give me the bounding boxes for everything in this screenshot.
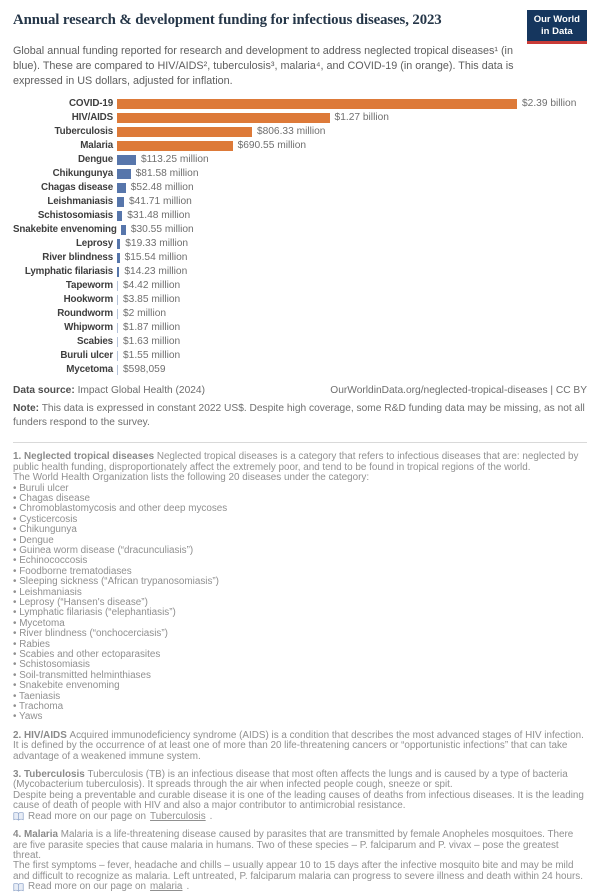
- book-icon: [13, 883, 24, 892]
- bar: [117, 267, 119, 277]
- chart-subtitle: Global annual funding reported for research and development to address neglected tropical diseases¹ (in blue). These are compared to HIV/AIDS², tuberculosis³, malaria⁴, and COVID-19 (in orange). This data is expressed in US dollars, adjusted for inflation.: [13, 44, 514, 88]
- bar-value-label: $690.55 million: [237, 140, 307, 152]
- logo-line-1: Our World: [533, 14, 580, 25]
- bar-value-label: $4.42 million: [123, 280, 181, 292]
- bar: [117, 281, 118, 291]
- bar: [117, 253, 120, 263]
- bar-value-label: $41.71 million: [128, 196, 192, 208]
- bar-value-label: $1.63 million: [123, 336, 181, 348]
- bar-row: [13, 349, 587, 363]
- bar-label: Snakebite envenoming: [13, 224, 117, 236]
- bar-label: HIV/AIDS: [71, 112, 113, 124]
- bar-value-label: $30.55 million: [130, 224, 194, 236]
- read-more-line: [13, 882, 587, 892]
- footnote-bullet: • Trachoma: [13, 702, 587, 712]
- footnote-bullet: • Cysticercosis: [13, 515, 587, 525]
- bar-label: Malaria: [80, 140, 113, 152]
- bar-row: [13, 251, 587, 265]
- bar: [117, 197, 124, 207]
- footnote-text: Despite being a preventable and curable disease it is one of the leading causes of deaths from infectious diseases. It is the leading cause of death of people with HIV and also a major contributor to antimicrobial resistance.: [13, 789, 584, 812]
- bar-value-label: $598,059: [123, 364, 166, 376]
- bar-row: [13, 293, 587, 307]
- read-more-prefix: Read more on our page on: [28, 810, 147, 822]
- bar: [117, 323, 118, 333]
- chart-note: [13, 402, 587, 431]
- footnote: [13, 830, 587, 892]
- footnote-bullet: • Yaws: [13, 712, 587, 722]
- footnotes: [13, 452, 587, 892]
- footnote-bullet: • Chagas disease: [13, 494, 587, 504]
- bar-value-label: $806.33 million: [256, 126, 326, 138]
- bar-row: [13, 181, 587, 195]
- bar-value-label: $1.55 million: [123, 350, 181, 362]
- footnote-bullet: • Lymphatic filariasis (“elephantiasis”): [13, 608, 587, 618]
- footnote-bullet: • Sleeping sickness (“African trypanosomiasis”): [13, 577, 587, 587]
- bar-value-label: $31.48 million: [127, 210, 191, 222]
- footnote-text: 2. HIV/AIDS Acquired immunodeficiency syndrome (AIDS) is a condition that describes the most advanced stages of HIV infection. It is defined by the occurrence of at least one of more than 20 life-threatening cancers or “opportunistic infections” that can take advantage of a weakened immune system.: [13, 729, 584, 762]
- bar-value-label: $81.58 million: [135, 168, 199, 180]
- owid-logo: [527, 10, 587, 44]
- footnote-bullet: • Snakebite envenoming: [13, 681, 587, 691]
- footnote-bullet: • Dengue: [13, 536, 587, 546]
- bar: [117, 169, 131, 179]
- bar-value-label: $2.39 billion: [522, 98, 577, 110]
- footnote-bullet: • Leishmaniasis: [13, 588, 587, 598]
- bar-label: Hookworm: [63, 294, 113, 306]
- bar-row: [13, 125, 587, 139]
- owid-url-link[interactable]: OurWorldinData.org/neglected-tropical-diseases | CC BY: [330, 384, 587, 396]
- bar-value-label: $1.27 billion: [334, 112, 389, 124]
- footnote: [13, 452, 587, 723]
- bar-row: [13, 279, 587, 293]
- bar-label: Roundworm: [57, 308, 113, 320]
- footnote-bullet: • Rabies: [13, 640, 587, 650]
- footnote-bullet: • Echinococcosis: [13, 556, 587, 566]
- footnote-bullet: • Buruli ulcer: [13, 484, 587, 494]
- footnote-lead: 4. Malaria: [13, 829, 61, 841]
- bar-label: Leishmaniasis: [47, 196, 113, 208]
- footnote-bullet: • River blindness (“onchocerciasis”): [13, 629, 587, 639]
- note-text: This data is expressed in constant 2022 US$. Despite high coverage, some R&D funding data may be missing, as not all funders respond to the survey.: [13, 402, 585, 429]
- bar-row: [13, 209, 587, 223]
- bar-label: Buruli ulcer: [60, 350, 113, 362]
- footnote-bullet: • Mycetoma: [13, 619, 587, 629]
- bar-label: Tapeworm: [65, 280, 113, 292]
- bar: [117, 99, 517, 109]
- footnote-text: 3. Tuberculosis Tuberculosis (TB) is an infectious disease that most often affects the lungs and is caused by a type of bacteria (Mycobacterium tuberculosis). It spreads through the air when infected people cough, sneeze or spit.: [13, 769, 568, 791]
- bar-label: Dengue: [77, 154, 113, 166]
- data-source-value: Impact Global Health (2024): [77, 384, 205, 396]
- footnote-bullet: • Schistosomiasis: [13, 660, 587, 670]
- footnote-text: 4. Malaria Malaria is a life-threatening disease caused by parasites that are transmitted by female Anopheles mosquitoes. There are five parasite species that cause malaria in humans. Two of these species – P. falciparum and P. vivax – pose the greatest threat.: [13, 829, 574, 861]
- bar-label: Tuberculosis: [54, 126, 113, 138]
- bar-chart: [13, 97, 587, 377]
- footnote-bullet: • Soil-transmitted helminthiases: [13, 671, 587, 681]
- footnote-bullet: • Taeniasis: [13, 692, 587, 702]
- note-label: Note:: [13, 402, 40, 414]
- bar-row: [13, 195, 587, 209]
- read-more-link[interactable]: Tuberculosis: [150, 810, 206, 822]
- bar-value-label: $14.23 million: [124, 266, 188, 278]
- data-source: [13, 385, 205, 396]
- bar: [117, 309, 118, 319]
- bar: [117, 183, 126, 193]
- bar-label: COVID-19: [69, 98, 113, 110]
- bar-value-label: $19.33 million: [125, 238, 189, 250]
- bar-row: [13, 265, 587, 279]
- bar-row: [13, 223, 587, 237]
- bar-label: Lymphatic filariasis: [24, 266, 113, 278]
- bar: [117, 337, 118, 347]
- read-more-prefix: Read more on our page on: [28, 881, 147, 893]
- bar-row: [13, 363, 587, 377]
- bar-value-label: $3.85 million: [123, 294, 181, 306]
- bar-row: [13, 307, 587, 321]
- read-more-link[interactable]: malaria: [150, 881, 183, 893]
- footnote-bullet: • Foodborne trematodiases: [13, 567, 587, 577]
- bar-value-label: $1.87 million: [123, 322, 181, 334]
- footnote-bullet: • Guinea worm disease (“dracunculiasis”): [13, 546, 587, 556]
- chart-header: [13, 10, 587, 90]
- bar-row: [13, 139, 587, 153]
- bar-value-label: $52.48 million: [130, 182, 194, 194]
- bar: [117, 295, 118, 305]
- footnote: [13, 731, 587, 762]
- bar: [117, 351, 118, 361]
- bar-value-label: $15.54 million: [124, 252, 188, 264]
- bar-label: Chikungunya: [52, 168, 113, 180]
- bar: [117, 113, 330, 123]
- footnote-bullet: • Chikungunya: [13, 525, 587, 535]
- bar: [117, 127, 252, 137]
- bar-row: [13, 97, 587, 111]
- bar-label: River blindness: [42, 252, 113, 264]
- footnote-lead: 1. Neglected tropical diseases: [13, 451, 157, 463]
- data-source-label: Data source:: [13, 384, 75, 396]
- bar-label: Mycetoma: [66, 364, 113, 376]
- bar-row: [13, 321, 587, 335]
- bar: [117, 155, 136, 165]
- bar-value-label: $2 million: [123, 308, 167, 320]
- bar: [117, 211, 122, 221]
- read-more-suffix: .: [186, 881, 190, 893]
- bar-row: [13, 335, 587, 349]
- footnote-text: 1. Neglected tropical diseases Neglected tropical diseases is a category that refers to infectious diseases that are: neglected by public health funding, disproportionately affect the extremely poor, and tend to be found in tropical regions of the world.: [13, 451, 579, 473]
- bar: [121, 225, 126, 235]
- footnote-lead: 2. HIV/AIDS: [13, 729, 70, 741]
- bar-label: Leprosy: [75, 238, 113, 250]
- footnote: [13, 770, 587, 822]
- bar-row: [13, 237, 587, 251]
- footnote-bullet: • Chromoblastomycosis and other deep mycoses: [13, 504, 587, 514]
- logo-line-2: in Data: [541, 25, 573, 37]
- bar: [117, 239, 120, 249]
- bar-label: Whipworm: [64, 322, 113, 334]
- footnote-bullet: • Leprosy (“Hansen's disease”): [13, 598, 587, 608]
- bar-value-label: $113.25 million: [140, 154, 209, 166]
- title-row: [13, 10, 587, 44]
- read-more-suffix: .: [209, 810, 213, 822]
- footnote-text: The World Health Organization lists the following 20 diseases under the category:: [13, 472, 370, 484]
- bar-row: [13, 153, 587, 167]
- book-icon: [13, 812, 24, 821]
- bar-label: Schistosomiasis: [37, 210, 113, 222]
- bar-row: [13, 167, 587, 181]
- bar: [117, 141, 233, 151]
- divider: [13, 442, 587, 443]
- footnote-lead: 3. Tuberculosis: [13, 769, 88, 781]
- page-title: Annual research & development funding for infectious diseases, 2023: [13, 12, 442, 28]
- read-more-line: [13, 812, 587, 822]
- bar: [117, 365, 118, 375]
- bar-label: Scabies: [77, 336, 113, 348]
- footnote-text: The first symptoms – fever, headache and chills – usually appear 10 to 15 days after the infective mosquito bite and may be mild and difficult to recognize as malaria. Left untreated, P. falciparum malaria can progress to severe illness and death within 24 hours.: [13, 860, 583, 882]
- bar-label: Chagas disease: [41, 182, 113, 194]
- source-row: [13, 385, 587, 396]
- footnote-bullet: • Scabies and other ectoparasites: [13, 650, 587, 660]
- bar-row: [13, 111, 587, 125]
